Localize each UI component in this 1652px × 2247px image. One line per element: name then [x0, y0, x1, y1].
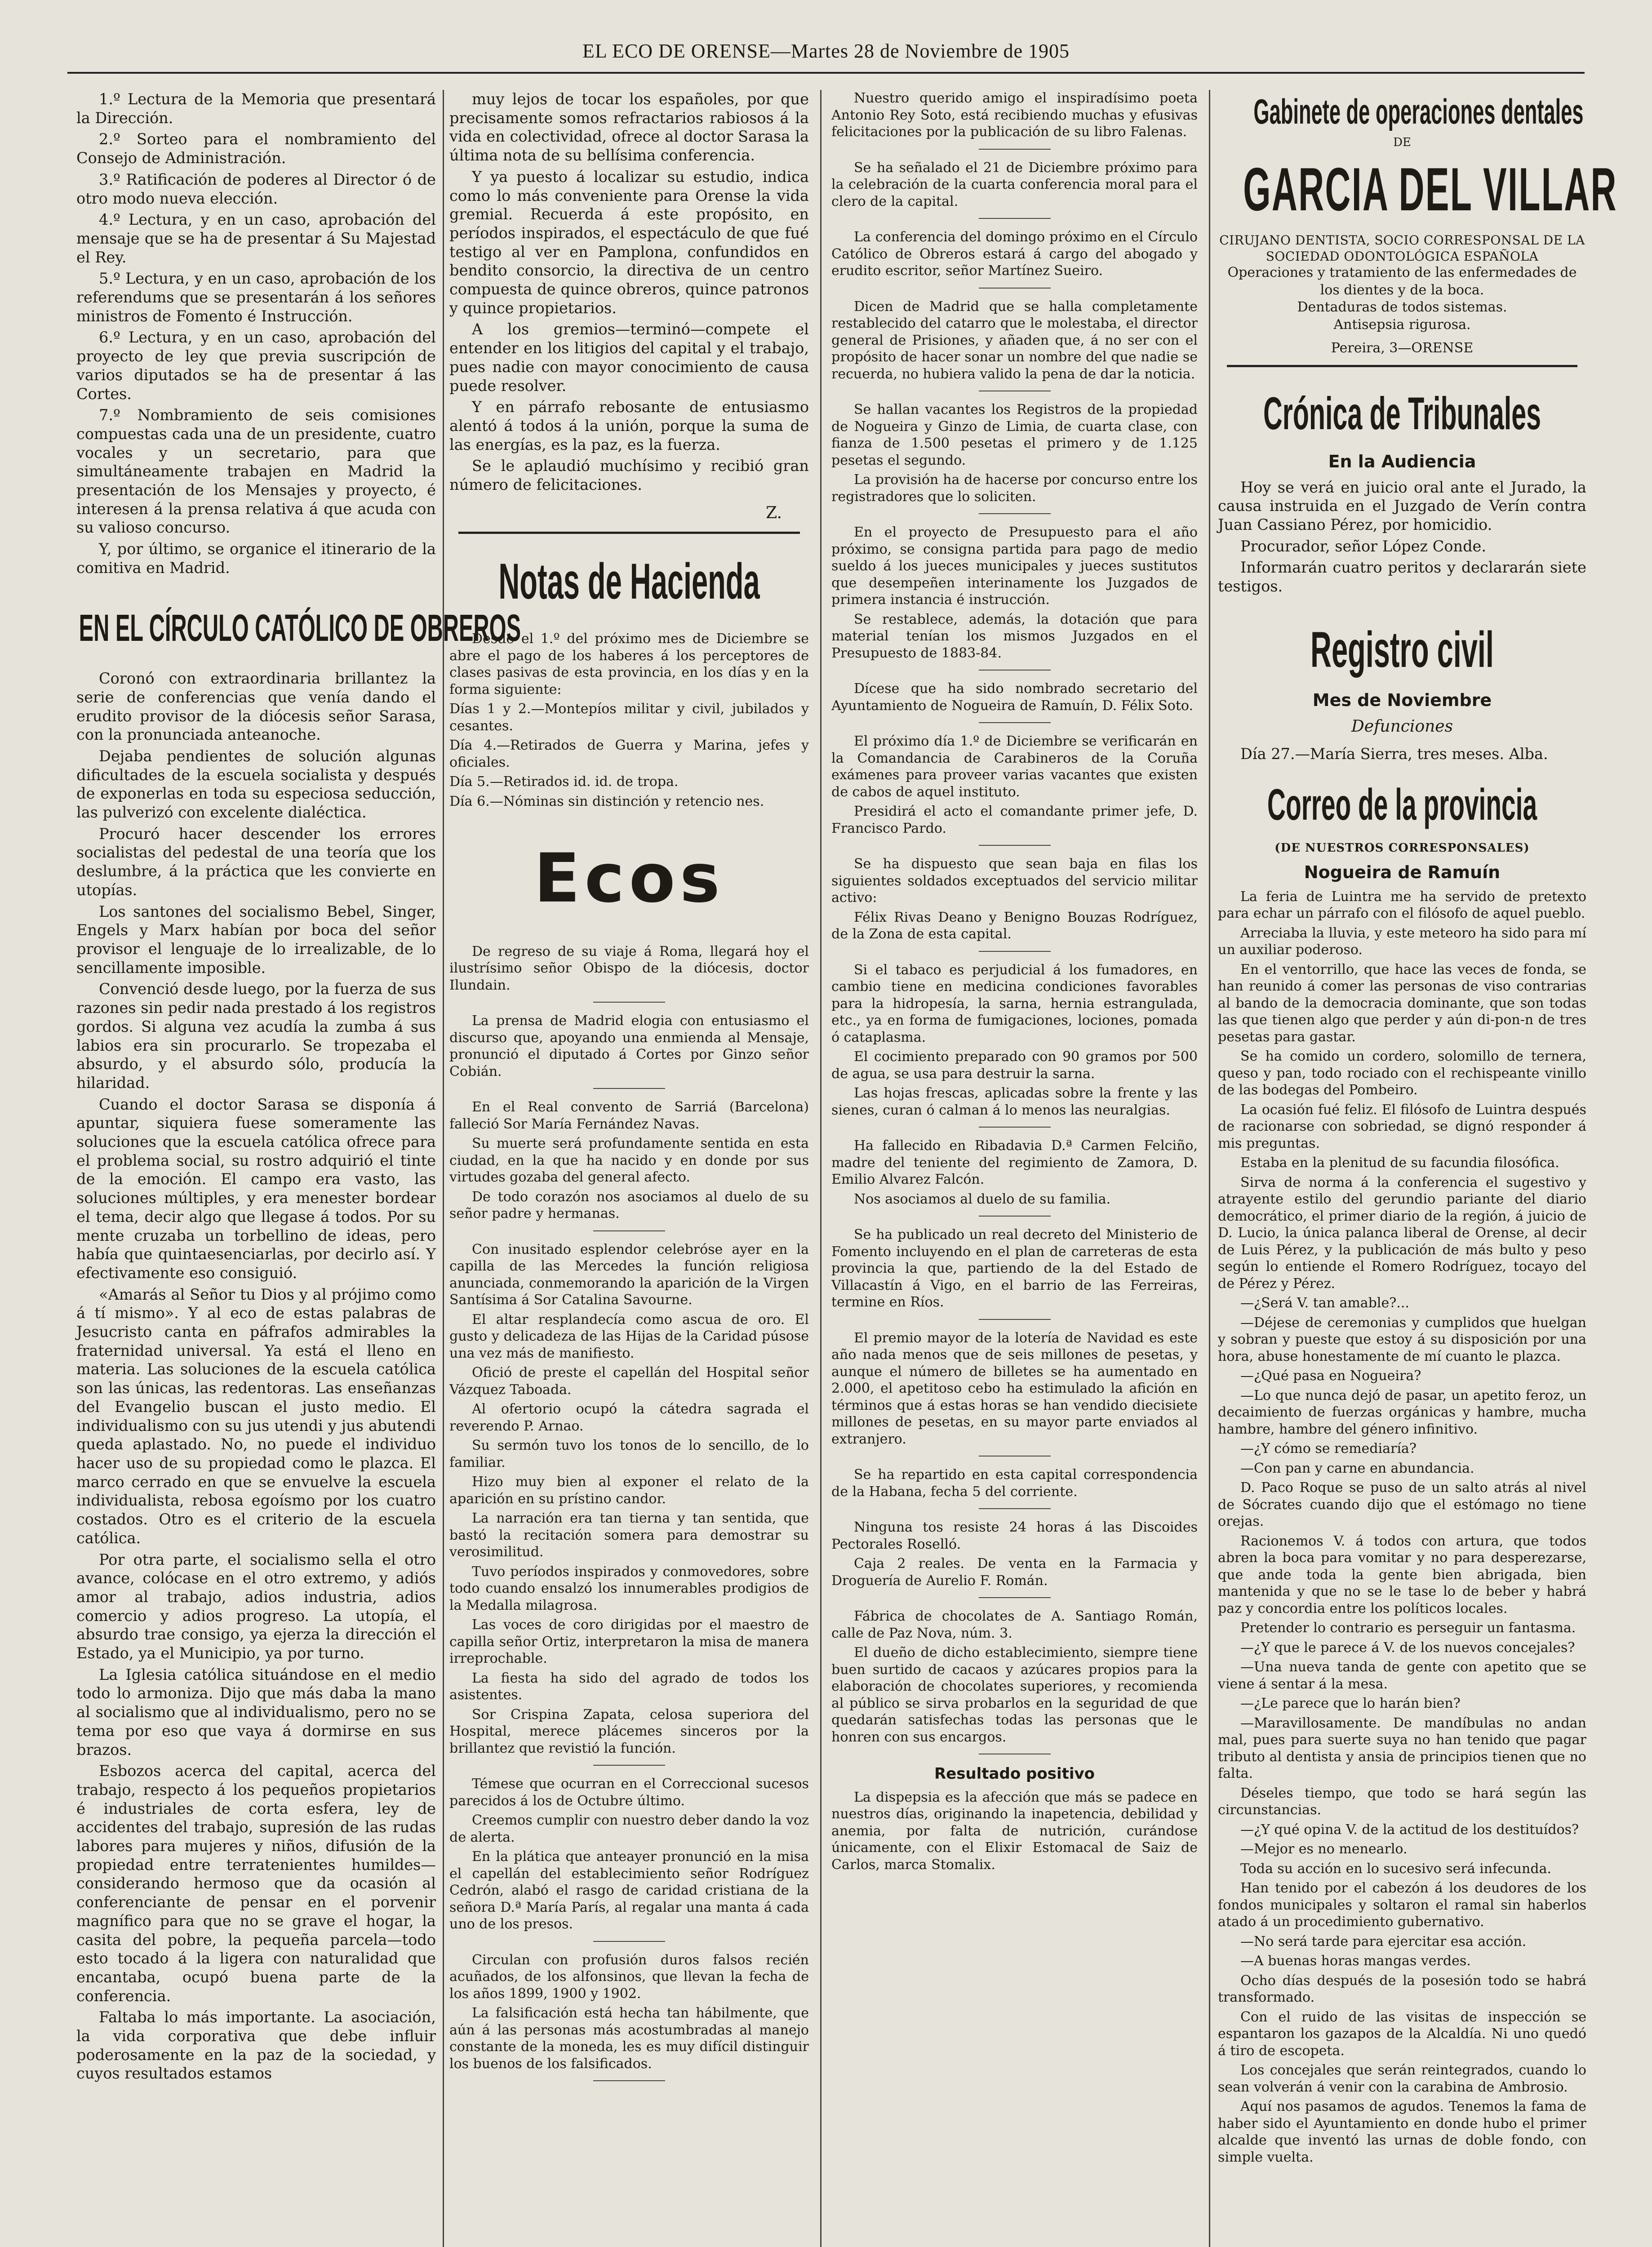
- dental-ad-name: GARCIA DEL VILLAR: [1243, 155, 1617, 224]
- paragraph: «Amarás al Señor tu Dios y al prójimo como á tí mismo». Y al eco de estas palabras de Jesucristo canta en páfrafos admirables la fraternidad universal. Ya está el lleno en materia. Las soluciones de la escuela católica son las únicas, las redentoras. Las enseñanzas del Evangelio buscan el justo medio. El individualismo con su jus utendi y jus abutendi queda aplastado. No, no puede el individuo hacer uso de su propiedad como le plazca. El marco cerrado en que se envuelve la escuela individualista, rebosa egoísmo por los cuatro costados. Otro es el criterio de la escuela católica.: [76, 1285, 436, 1547]
- column-4: [1218, 90, 1617, 2168]
- news-paragraph: Circulan con profusión duros falsos recién acuñados, de los alfonsinos, que llevan la fecha de los años 1899, 1900 y 1902.: [449, 1952, 809, 2002]
- correo-heading: Correo de la provincia: [1267, 780, 1537, 830]
- paragraph: Hoy se verá en juicio oral ante el Jurado, la causa instruida en el Juzgado de Verín contra Juan Cassiano Pérez, por homicidio.: [1218, 478, 1586, 534]
- paragraph: Por otra parte, el socialismo sella el otro avance, colócase en el otro extremo, y adiós amor al trabajo, adios industria, adios comercio y adios progreso. La utopía, el absurdo trae consigo, ya ejerza la dirección el Estado, ya el Municipio, ya por turno.: [76, 1550, 436, 1662]
- column-3: [831, 90, 1198, 1876]
- column-rule: [443, 90, 444, 2247]
- paragraph: Los concejales que serán reintegrados, cuando lo sean volverán á venir con la carabina de Ambrosio.: [1218, 2062, 1586, 2095]
- news-paragraph: Su sermón tuvo los tonos de lo sencillo, de lo familiar.: [449, 1438, 809, 1470]
- circulo-article-continued: [449, 90, 809, 494]
- news-paragraph: Sor Crispina Zapata, celosa superiora del Hospital, merece plácemes sinceros por la brillantez que revistió la función.: [449, 1706, 809, 1756]
- news-paragraph: Témese que ocurran en el Correccional sucesos parecidos á los de Octubre último.: [449, 1776, 809, 1809]
- news-paragraph: Hizo muy bien al exponer el relato de la aparición en su prístino candor.: [449, 1474, 809, 1507]
- news-paragraph: La conferencia del domingo próximo en el Círculo Católico de Obreros estará á cargo del abogado y erudito escritor, señor Martínez Sueiro.: [831, 229, 1198, 279]
- news-paragraph: Caja 2 reales. De venta en la Farmacia y Droguería de Aurelio F. Román.: [831, 1556, 1198, 1589]
- dental-ad-body: [1218, 232, 1586, 357]
- news-paragraph: Nuestro querido amigo el inspiradísimo poeta Antonio Rey Soto, está recibiendo muchas y efusivas felicitaciones por la publicación de su libro Falenas.: [831, 90, 1198, 140]
- news-paragraph: Félix Rivas Deano y Benigno Bouzas Rodríguez, de la Zona de esta capital.: [831, 909, 1198, 942]
- item-separator: [593, 2080, 665, 2081]
- paragraph: 2.º Sorteo para el nombramiento del Consejo de Administración.: [76, 130, 436, 167]
- paragraph: Toda su acción en lo sucesivo será infecunda.: [1240, 1861, 1551, 1877]
- paragraph: Día 5.—Retirados id. id. de tropa.: [449, 774, 679, 790]
- circulo-article: [76, 669, 436, 2083]
- paragraph: —¿Y qué opina V. de la actitud de los destituídos?: [1240, 1821, 1579, 1838]
- news-paragraph: La fiesta ha sido del agrado de todos los asistentes.: [449, 1670, 809, 1703]
- paragraph: Día 4.—Retirados de Guerra y Marina, jefes y oficiales.: [449, 737, 809, 770]
- item-separator: [593, 1941, 665, 1942]
- news-paragraph: Dícese que ha sido nombrado secretario del Ayuntamiento de Nogueira de Ramuín, D. Félix Soto.: [831, 681, 1198, 714]
- news-paragraph: Tuvo períodos inspirados y conmovedores, sobre todo cuando ensalzó los innumerables prodigios de la Medalla milagrosa.: [449, 1563, 809, 1613]
- correo-text: [1218, 888, 1586, 2166]
- paragraph: 6.º Lectura, y en un caso, aprobación del proyecto de ley que previa suscripción de varios diputados se ha de presentar á las Cortes.: [76, 329, 436, 403]
- news-paragraph: Las hojas frescas, aplicadas sobre la frente y las sienes, curan ó calman á lo menos las neuralgias.: [831, 1085, 1198, 1118]
- news-paragraph: La falsificación está hecha tan hábilmente, que aún á las personas más acostumbradas al manejo constante de la moneda, les es muy difícil distinguir los buenos de los falsificados.: [449, 2005, 809, 2072]
- paragraph: —Mejor es no menearlo.: [1240, 1841, 1408, 1857]
- news-paragraph: El dueño de dicho establecimiento, siempre tiene buen surtido de cacaos y azúcares propios para la elaboración de chocolates superiores, y recomienda al público se sirva probarlos en la seguridad de que quedarán satisfechas todas las personas que le honren con sus encargos.: [831, 1645, 1198, 1745]
- paragraph: Y en párrafo rebosante de entusiasmo alentó á todos á la unión, porque la suma de las energías, es la paz, es la fuerza.: [449, 398, 809, 453]
- notas-intro: Desde el 1.º del próximo mes de Diciembre se abre el pago de los haberes á los perceptores de clases pasivas de esta provincia, en los días y en la forma siguiente:: [449, 631, 809, 697]
- news-paragraph: Se ha publicado un real decreto del Ministerio de Fomento incluyendo en el plan de carreteras de esta provincia la que, partiendo de la del Estado de Villacastín á Vigo, en el barrio de las Ferreiras, termine en Ríos.: [831, 1227, 1198, 1310]
- paragraph: A los gremios—terminó—compete el entender en los litigios del capital y el trabajo, pues nadie con mayor conocimiento de causa puede resolver.: [449, 320, 809, 395]
- circulo-heading: EN EL CÍRCULO CATÓLICO DE OBREROS: [79, 606, 521, 649]
- correo-note: (DE NUESTROS CORRESPONSALES): [1275, 841, 1530, 855]
- news-paragraph: Ninguna tos resiste 24 horas á las Discoides Pectorales Roselló.: [831, 1519, 1198, 1552]
- paragraph: Y, por último, se organice el itinerario de la comitiva en Madrid.: [76, 540, 436, 577]
- paragraph: Esbozos acerca del capital, acerca del trabajo, respecto á los pequeños propietarios é industriales de corta esfera, ley de accidentes del trabajo, supresión de las rudas labores para mujeres y niños, difusión de la propiedad entre terratenientes humildes—considerando hermoso que da ocasión al conferenciante de pensar en el porvenir magnífico para que no se grave el hogar, la casita del pobre, la pequeña parcela—todo esto tocado á la ligera con naturalidad que encantaba, ocupó buena parte de la conferencia.: [76, 1762, 436, 2005]
- news-paragraph: De todo corazón nos asociamos al duelo de su señor padre y hermanas.: [449, 1189, 809, 1222]
- paragraph: Se ha comido un cordero, solomillo de ternera, queso y pan, todo rociado con el rechispeante vinillo de las bodegas del Pombeiro.: [1218, 1048, 1586, 1098]
- paragraph: 5.º Lectura, y en un caso, aprobación de los referendums que se presentarán á los señores ministros de Fomento é Instrucción.: [76, 270, 436, 325]
- item-separator: [979, 1319, 1051, 1320]
- paragraph: Días 1 y 2.—Montepíos militar y civil, jubilados y cesantes.: [449, 701, 809, 734]
- resultado-text: La dispepsia es la afección que más se padece en nuestros días, originando la inapetencia, debilidad y anemia, por falta de nutrición, curándose únicamente, con el Elixir Estomacal de Saiz de Carlos, marca Stomalix.: [831, 1789, 1198, 1873]
- news-paragraph: El premio mayor de la lotería de Navidad es este año nada menos que de seis millones de pesetas, y aunque el número de billetes se ha aumentado en 2.000, el apetitoso cebo ha estimulado la afición en términos que á estas horas se han vendido diecisiete millones de pesetas, en su mayor parte enviados al extranjero.: [831, 1330, 1198, 1447]
- column-2: [449, 90, 809, 2091]
- section-rule: [1227, 365, 1577, 367]
- column-1: [76, 90, 521, 2086]
- dental-ad-line: CIRUJANO DENTISTA, SOCIO CORRESPONSAL DE LA SOCIEDAD ODONTOLÓGICA ESPAÑOLA: [1219, 232, 1585, 264]
- news-paragraph: Se ha repartido en esta capital correspondencia de la Habana, fecha 5 del corriente.: [831, 1467, 1198, 1500]
- paragraph: Cuando el doctor Sarasa se disponía á apuntar, siquiera fuese someramente las soluciones que la escuela católica ofrece para el problema social, su rostro adquirió el tinte de la emoción. El campo era vasto, las soluciones múltiples, y era menester bordear el tema, decir algo que llegase á todos. Por su mente cruzaba un torbellino de ideas, pero había que quintaesenciarlas, por decirlo así. Y efectivamente eso consiguió.: [76, 1095, 436, 1282]
- dental-ad-address: Pereira, 3—ORENSE: [1331, 340, 1474, 356]
- news-paragraph: En la plática que anteayer pronunció en la misa el capellán del establecimiento señor Rodríguez Cedrón, alabó el rasgo de caridad cristiana de la señora D.ª María París, al regalar una manta á cada uno de los presos.: [449, 1849, 809, 1932]
- cronica-heading: Crónica de Tribunales: [1263, 388, 1541, 440]
- news-paragraph: Su muerte será profundamente sentida en esta ciudad, en la que ha nacido y en donde por sus virtudes gozaba del general afecto.: [449, 1136, 809, 1186]
- column-rule: [820, 90, 822, 2247]
- news-paragraph: Las voces de coro dirigidas por el maestro de capilla señor Ortiz, interpretaron la misa de manera irreprochable.: [449, 1617, 809, 1667]
- paragraph: —Una nueva tanda de gente con apetito que se viene á sentar á la mesa.: [1218, 1659, 1586, 1692]
- masthead: EL ECO DE ORENSE—Martes 28 de Noviembre de 1905: [582, 40, 1070, 62]
- dental-ad-heading: Gabinete de operaciones dentales: [1253, 92, 1584, 131]
- news-paragraph: De regreso de su viaje á Roma, llegará hoy el ilustrísimo señor Obispo de la diócesis, doctor Ilundain.: [449, 943, 809, 993]
- item-separator: [979, 1216, 1051, 1217]
- news-paragraph: Se restablece, además, la dotación que para material tenían los mismos Juzgados en el Presupuesto de 1883-84.: [831, 611, 1198, 661]
- registro-heading: Registro civil: [1310, 621, 1494, 678]
- item-separator: [979, 1508, 1051, 1509]
- paragraph: —A buenas horas mangas verdes.: [1240, 1953, 1471, 1969]
- paragraph: Informarán cuatro peritos y declararán siete testigos.: [1218, 559, 1586, 595]
- registro-italic: Defunciones: [1351, 717, 1453, 736]
- item-separator: [979, 1456, 1051, 1457]
- paragraph: Los santones del socialismo Bebel, Singer, Engels y Marx habían por boca del señor provisor el lenguaje de lo irrealizable, de lo sencillamente imposible.: [76, 902, 436, 977]
- news-paragraph: Ha fallecido en Ribadavia D.ª Carmen Felciño, madre del teniente del regimiento de Zamora, D. Emilio Alvarez Falcón.: [831, 1138, 1198, 1187]
- news-paragraph: El altar resplandecía como ascua de oro. El gusto y delicadeza de las Hijas de la Caridad púsose una vez más de manifiesto.: [449, 1311, 809, 1361]
- paragraph: 4.º Lectura, y en un caso, aprobación del mensaje que se ha de presentar á Su Majestad el Rey.: [76, 211, 436, 266]
- paragraph: Dejaba pendientes de solución algunas dificultades de la escuela socialista y después de exponerlas en toda su especiosa seducción, las pulverizó con excelente dialéctica.: [76, 747, 436, 822]
- paragraph: —No será tarde para ejercitar esa acción.: [1240, 1933, 1527, 1949]
- news-paragraph: Al ofertorio ocupó la cátedra sagrada el reverendo P. Arnao.: [449, 1401, 809, 1434]
- item-separator: [979, 670, 1051, 671]
- paragraph: 3.º Ratificación de poderes al Director ó de otro modo nueva elección.: [76, 170, 436, 207]
- item-separator: [979, 1127, 1051, 1128]
- notas-list: [449, 701, 809, 810]
- news-items: [831, 90, 1198, 1754]
- news-paragraph: El cocimiento preparado con 90 gramos por 500 de agua, se usa para destruir la sarna.: [831, 1049, 1198, 1082]
- paragraph: La feria de Luintra me ha servido de pretexto para echar un párrafo con el filósofo de aquel pueblo.: [1218, 888, 1586, 922]
- item-separator: [593, 1088, 665, 1089]
- paragraph: Coronó con extraordinaria brillantez la serie de conferencias que venía dando el erudito provisor de la diócesis señor Sarasa, con la pronunciada anteanoche.: [76, 670, 436, 744]
- agenda-list: [76, 90, 436, 577]
- registro-entry: Día 27.—María Sierra, tres meses. Alba.: [1240, 745, 1548, 763]
- paragraph: Déseles tiempo, que todo se hará según las circunstancias.: [1218, 1785, 1586, 1818]
- paragraph: La Iglesia católica situándose en el medio todo lo armoniza. Dijo que más daba la mano al socialismo que al individualismo, pero no se tema por eso que vaya á dormirse en sus brazos.: [76, 1665, 436, 1759]
- paragraph: Día 6.—Nóminas sin distinción y retencio nes.: [449, 793, 764, 809]
- notas-heading: Notas de Hacienda: [498, 553, 760, 609]
- dental-ad-line: Dentaduras de todos sistemas.: [1297, 299, 1507, 315]
- paragraph: Faltaba lo más importante. La asociación, la vida corporativa que debe influir poderosamente en la paz de la sociedad, y cuyos resultados estamos: [76, 2008, 436, 2083]
- news-paragraph: En el proyecto de Presupuesto para el año próximo, se consigna partida para pago de medio sueldo á los jueces municipales y jueces sustitutos que desempeñen interinamente los Juzgados de primera instancia é instrucción.: [831, 524, 1198, 608]
- paragraph: —¿Será V. tan amable?...: [1240, 1295, 1409, 1311]
- paragraph: Estaba en la plenitud de su facundia filosófica.: [1240, 1155, 1559, 1171]
- paragraph: Arreciaba la lluvia, y este meteoro ha sido para mí un auxiliar poderoso.: [1218, 925, 1586, 958]
- correo-subheading: Nogueira de Ramuín: [1304, 862, 1501, 882]
- paragraph: Se le aplaudió muchísimo y recibió gran número de felicitaciones.: [449, 457, 809, 494]
- paragraph: —¿Le parece que lo harán bien?: [1240, 1696, 1461, 1712]
- news-paragraph: Dicen de Madrid que se halla completamente restablecido del catarro que le molestaba, el director general de Prisiones, y añaden que, á no ser con el propósito de hacer sonar un nombre del que nadie se recuerda, no hubiera valido la pena de dar la noticia.: [831, 298, 1198, 382]
- news-paragraph: Ofició de preste el capellán del Hospital señor Vázquez Taboada.: [449, 1365, 809, 1398]
- news-paragraph: Se ha señalado el 21 de Diciembre próximo para la celebración de la cuarta conferencia moral para el clero de la capital.: [831, 160, 1198, 209]
- column-rule: [1209, 90, 1210, 2247]
- news-paragraph: El próximo día 1.º de Diciembre se verificarán en la Comandancia de Carabineros de la Coruña exámenes para proveer varias vacantes que existen de cabos de aquel instituto.: [831, 733, 1198, 800]
- news-paragraph: Si el tabaco es perjudicial á los fumadores, en cambio tiene en medicina condiciones favorables para la hidropesía, la sarna, hernia estrangulada, etc., ya en forma de fumigaciones, lociones, pomada ó cataplasma.: [831, 962, 1198, 1045]
- paragraph: D. Paco Roque se puso de un salto atrás al nivel de Sócrates cuando dijo que el estómago no tiene orejas.: [1218, 1480, 1586, 1530]
- news-paragraph: Presidirá el acto el comandante primer jefe, D. Francisco Pardo.: [831, 804, 1198, 836]
- paragraph: Pretender lo contrario es perseguir un fantasma.: [1240, 1620, 1576, 1636]
- resultado-heading: Resultado positivo: [934, 1765, 1095, 1783]
- dental-ad-line: Operaciones y tratamiento de las enfermedades de los dientes y de la boca.: [1227, 265, 1577, 298]
- paragraph: Racionemos V. á todos con artura, que todos abren la boca para vomitar y no para desperezarse, que ande toda la gente bien abrigada, bien mantenida y que no se le tase lo de beber y habrá paz y concordia entre los políticos locales.: [1218, 1533, 1586, 1616]
- item-separator: [979, 1597, 1051, 1598]
- registro-subheading: Mes de Noviembre: [1312, 690, 1492, 711]
- paragraph: En el ventorrillo, que hace las veces de fonda, se han reunido á comer las personas de viso contrarias al bando de la democracia dominante, que son todas las que tienen algo que perder y aún di-pon-n de tres pesetas para gastar.: [1218, 961, 1586, 1045]
- news-paragraph: Se ha dispuesto que sean baja en filas los siguientes soldados exceptuados del servicio militar activo:: [831, 856, 1198, 906]
- ecos-heading: Ecos: [534, 839, 724, 918]
- top-rule: [67, 72, 1585, 74]
- paragraph: —Con pan y carne en abundancia.: [1240, 1460, 1474, 1476]
- paragraph: Aquí nos pasamos de agudos. Tenemos la fama de haber sido el Ayuntamiento en donde hubo el primer alcalde que inventó las urnas de doble fondo, con simple vuelta.: [1218, 2099, 1586, 2165]
- news-paragraph: Creemos cumplir con nuestro deber dando la voz de alerta.: [449, 1812, 809, 1845]
- item-separator: [979, 149, 1051, 150]
- item-separator: [979, 288, 1051, 289]
- cronica-text: [1218, 478, 1586, 596]
- cronica-subheading: En la Audiencia: [1328, 452, 1476, 472]
- paragraph: Procurador, señor López Conde.: [1240, 537, 1486, 555]
- news-paragraph: Se hallan vacantes los Registros de la propiedad de Nogueira y Ginzo de Limia, de cuarta clase, con fianza de 1.500 pesetas el primero y de 1.125 pesetas el segundo.: [831, 402, 1198, 468]
- paragraph: —¿Qué pasa en Nogueira?: [1240, 1368, 1421, 1384]
- item-separator: [593, 1230, 665, 1231]
- dental-ad-line: Antisepsia rigurosa.: [1333, 316, 1471, 333]
- item-separator: [979, 722, 1051, 723]
- item-separator: [593, 1002, 665, 1003]
- paragraph: —¿Y cómo se remediaría?: [1240, 1441, 1417, 1457]
- paragraph: 1.º Lectura de la Memoria que presentará la Dirección.: [76, 90, 436, 127]
- news-paragraph: Fábrica de chocolates de A. Santiago Román, calle de Paz Nova, núm. 3.: [831, 1608, 1198, 1641]
- paragraph: —Déjese de ceremonias y cumplidos que huelgan y sobran y pueste que estoy á su disposición por una hora, abuse honestamente de mí cuanto le plazca.: [1218, 1314, 1586, 1364]
- paragraph: —Lo que nunca dejó de pasar, un apetito feroz, un decaimiento de fuerzas orgánicas y hambre, mucha hambre, hambre del género infinitivo.: [1218, 1387, 1586, 1437]
- paragraph: Procuró hacer descender los errores socialistas del pedestal de una teoría que los deslumbre, á la práctica que les convierte en utopías.: [76, 825, 436, 899]
- item-separator: [593, 1765, 665, 1766]
- news-paragraph: En el Real convento de Sarriá (Barcelona) falleció Sor María Fernández Navas.: [449, 1099, 809, 1132]
- news-paragraph: La narración era tan tierna y tan sentida, que bastó la recitación somera para demostrar su verosimilitud.: [449, 1510, 809, 1560]
- ecos-items: [449, 943, 809, 2082]
- item-separator: [979, 951, 1051, 952]
- paragraph: Convenció desde luego, por la fuerza de sus razones sin pedir nada prestado á los registros gordos. Si alguna vez acudía la zumba á sus labios era sin procurarlo. Se tropezaba el absurdo, y el absurdo sólo, producía la hilaridad.: [76, 980, 436, 1092]
- paragraph: —Maravillosamente. De mandíbulas no andan mal, pues para suerte suya no han tenido que pagar tributo al dentista y ansia de principios tienen que no falta.: [1218, 1715, 1586, 1782]
- dental-ad-de: DE: [1393, 136, 1411, 150]
- paragraph: Con el ruido de las visitas de inspección se espantaron los gazapos de la Alcaldía. Ni uno quedó á tiro de escopeta.: [1218, 2009, 1586, 2059]
- news-paragraph: La prensa de Madrid elogia con entusiasmo el discurso que, apoyando una enmienda al Mensaje, pronunció el diputado á Cortes por Ginzo señor Cobián.: [449, 1013, 809, 1079]
- item-separator: [979, 845, 1051, 846]
- section-rule: [458, 532, 800, 534]
- paragraph: Han tenido por el cabezón á los deudores de los fondos municipales y soltaron el ramal sin haberlos atado á un procedimiento gubernativo.: [1218, 1880, 1586, 1930]
- paragraph: Ocho días después de la posesión todo se habrá transformado.: [1218, 1972, 1586, 2006]
- article-signature: Z.: [766, 503, 782, 522]
- news-paragraph: Con inusitado esplendor celebróse ayer en la capilla de las Mercedes la función religiosa anunciada, conmemorando la aparición de la Virgen Santísima á Sor Catalina Savourne.: [449, 1241, 809, 1308]
- paragraph: 7.º Nombramiento de seis comisiones compuestas cada una de un presidente, cuatro vocales y un secretario, para que simultáneamente trabajen en Madrid la presentación de los Mensajes y proyecto, é interesen á la prensa relativa á que acuda con su valioso concurso.: [76, 406, 436, 537]
- news-paragraph: Nos asociamos al duelo de su familia.: [854, 1191, 1111, 1207]
- paragraph: Y ya puesto á localizar su estudio, indica como lo más conveniente para Orense la vida gremial. Recuerda á este propósito, en períodos inspirados, el espectáculo de que fué testigo al ver en Pamplona, confundidos en bendito consorcio, la directiva de un centro compuesta de quince obreros, quince patronos y quince propietarios.: [449, 168, 809, 317]
- paragraph: Sirva de norma á la conferencia el sugestivo y atrayente estilo del gerundio pariante del diario democrático, el primer diario de la región, á juicio de D. Lucio, la única palanca liberal de Orense, al decir de Luis Pérez, y la publicación de más bulto y peso según lo entiende el Romero Rodríguez, tocayo del de Pérez y Pérez.: [1218, 1174, 1586, 1292]
- paragraph: La ocasión fué feliz. El filósofo de Luintra después de racionarse con sobriedad, se dignó responder á mis preguntas.: [1218, 1101, 1586, 1151]
- paragraph: muy lejos de tocar los españoles, por que precisamente somos refractarios rabiosos á la vida en colectividad, ofrece al doctor Sarasa la última nota de su bellísima conferencia.: [449, 90, 809, 164]
- paragraph: —¿Y que le parece á V. de los nuevos concejales?: [1240, 1639, 1575, 1656]
- news-paragraph: La provisión ha de hacerse por concurso entre los registradores que lo soliciten.: [831, 472, 1198, 505]
- item-separator: [979, 513, 1051, 514]
- item-separator: [979, 218, 1051, 219]
